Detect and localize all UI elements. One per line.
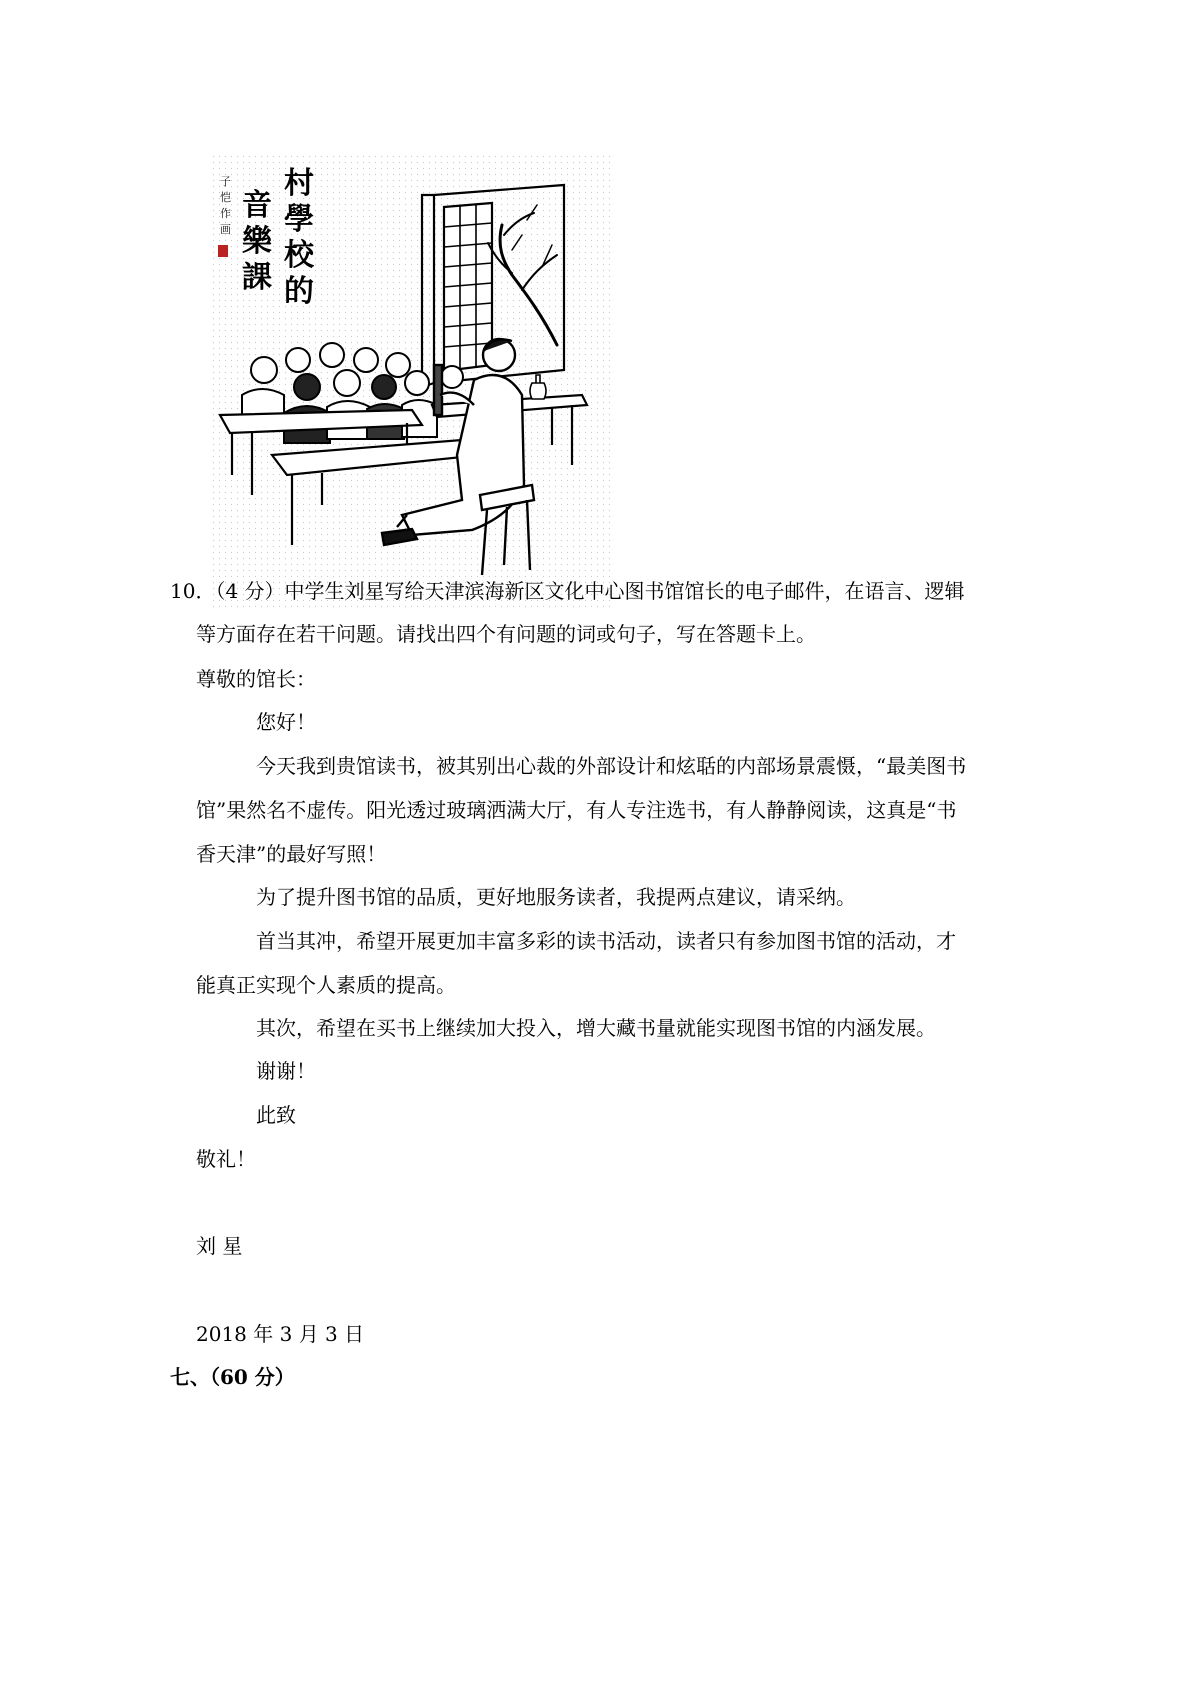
- svg-text:子: 子: [220, 175, 231, 188]
- letter-greeting: 您好！: [256, 710, 316, 734]
- section-seven-heading: 七、（60 分）: [170, 1365, 295, 1389]
- letter-salutation: 尊敬的馆长：: [196, 667, 316, 691]
- question-10-prompt-line-2: 等方面存在若干问题。请找出四个有问题的词或句子，写在答题卡上。: [196, 622, 816, 646]
- svg-text:課: 課: [242, 260, 272, 295]
- letter-paragraph-3-line-1: 首当其冲，希望开展更加丰富多彩的读书活动，读者只有参加图书馆的活动，才: [256, 929, 956, 953]
- classroom-music-lesson-illustration: [212, 155, 614, 607]
- letter-date: 2018 年 3 月 3 日: [196, 1322, 365, 1346]
- letter-paragraph-1-line-2: 馆”果然名不虚传。阳光透过玻璃洒满大厅，有人专注选书，有人静静阅读，这真是“书: [196, 798, 957, 822]
- letter-thanks: 谢谢！: [256, 1059, 316, 1083]
- svg-text:画: 画: [220, 223, 231, 236]
- letter-closing-1: 此致: [256, 1103, 296, 1127]
- letter-paragraph-2: 为了提升图书馆的品质，更好地服务读者，我提两点建议，请采纳。: [256, 885, 856, 909]
- letter-signature: 刘 星: [196, 1234, 243, 1258]
- letter-paragraph-3-line-2: 能真正实现个人素质的提高。: [196, 973, 456, 997]
- svg-text:校: 校: [284, 238, 314, 273]
- letter-paragraph-1-line-1: 今天我到贵馆读书，被其别出心裁的外部设计和炫聒的内部场景震慑，“最美图书: [256, 754, 967, 778]
- svg-text:學: 學: [284, 202, 314, 237]
- question-10-prompt-line-1: 10．（4 分）中学生刘星写给天津滨海新区文化中心图书馆馆长的电子邮件，在语言、逻辑: [170, 579, 965, 603]
- letter-paragraph-1-line-3: 香天津”的最好写照！: [196, 842, 387, 866]
- svg-text:樂: 樂: [242, 224, 272, 259]
- svg-text:作: 作: [220, 207, 231, 220]
- letter-paragraph-4: 其次，希望在买书上继续加大投入，增大藏书量就能实现图书馆的内涵发展。: [256, 1016, 936, 1040]
- svg-text:音: 音: [242, 188, 272, 223]
- letter-closing-2: 敬礼！: [196, 1147, 256, 1171]
- svg-text:恺: 恺: [220, 191, 231, 204]
- svg-text:的: 的: [284, 274, 314, 309]
- artist-seal: [218, 245, 228, 257]
- svg-text:村: 村: [284, 166, 314, 201]
